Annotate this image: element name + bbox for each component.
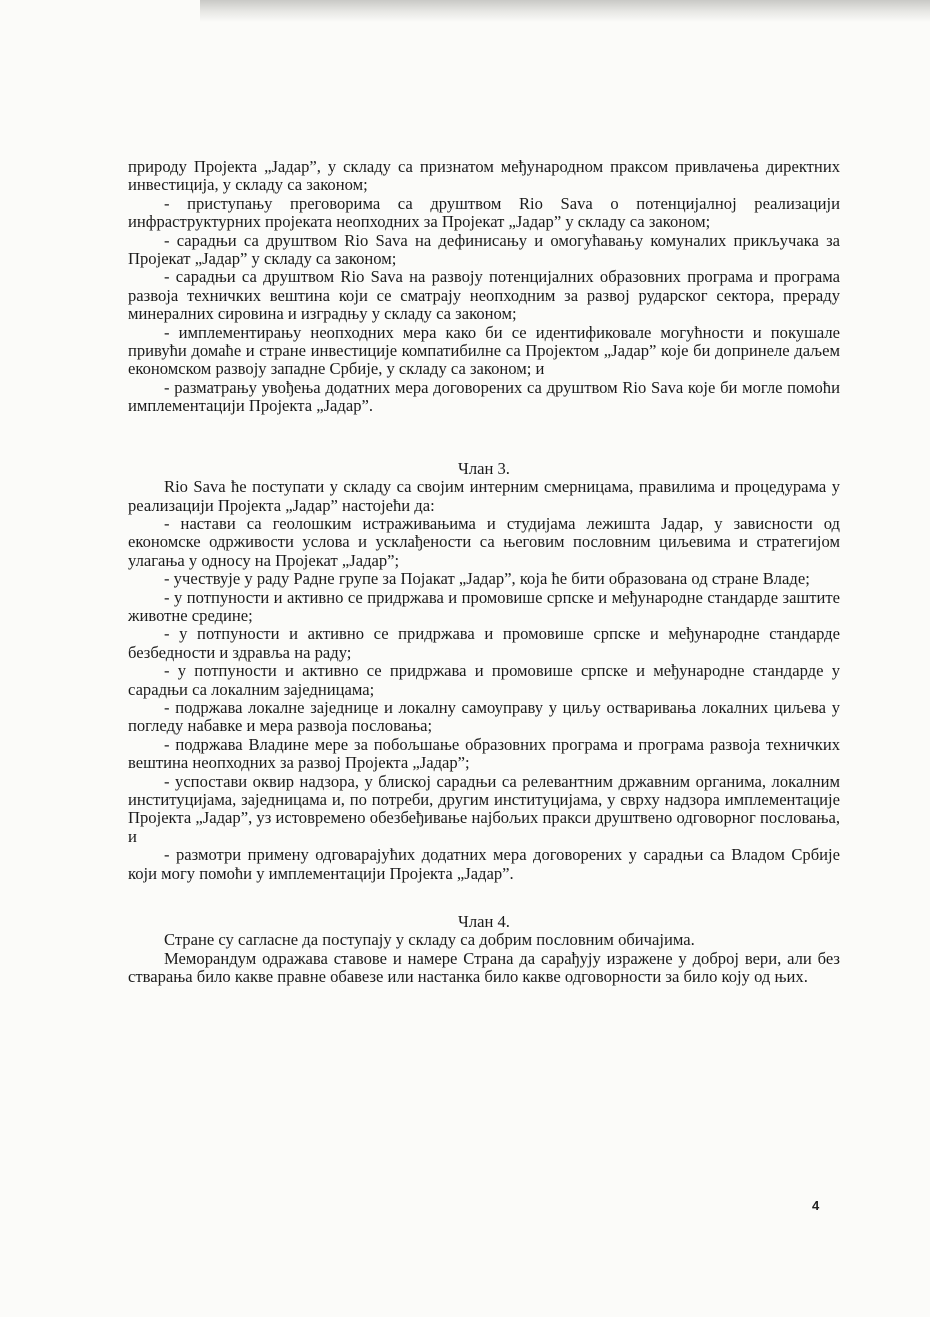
list-item: - успостави оквир надзора, у блиској сарадњи са релевантним државним органима, локалним институцијама, заједницама и, по потреби, другим институцијама, у сврху надзора имплементације Пројекта „Јадар”, уз истовремено обезбеђивање најбољих пракси друштвено одговорног пословања, и bbox=[128, 771, 840, 846]
list-item: - настави са геолошким истраживањима и студијама лежишта Јадар, у зависности од економске одрживости услова и усклађености са његовим пословним циљевима и стратегијом улагања у односу на Пројекат „Јадар”; bbox=[128, 513, 840, 570]
list-item: - размотри примену одговарајућих додатних мера договорених у сарадњи са Владом Србије који могу помоћи у имплементацији Пројекта „Јадар”. bbox=[128, 845, 840, 883]
list-item: - имплементирању неопходних мера како би се идентификовале могућности и покушале привући домаће и стране инвестиције компатибилне са Пројектом „Јадар” које би допринеле даљем економском развоју западне Србије, у складу са законом; и bbox=[128, 322, 840, 379]
article-3-intro: Rio Sava ће поступати у складу са својим интерним смерницама, правилима и процедурама у реализацији Пројекта „Јадар” настојећи да: bbox=[128, 477, 840, 515]
list-item: - у потпуности и активно се придржава и промовише српске и међународне стандарде у сарадњи са локалним заједницама; bbox=[128, 661, 840, 699]
list-item: - разматрању увођења додатних мера договорених са друштвом Rio Sava које би могле помоћи имплементацији Пројекта „Јадар”. bbox=[128, 377, 840, 416]
paragraph: Меморандум одражава ставове и намере Страна да сарађују изражене у доброј вери, али без стварања било какве правне обавезе или настанка било какве одговорности за било коју од њих. bbox=[128, 948, 840, 987]
article-4-title: Члан 4. bbox=[458, 912, 510, 932]
paragraph: Стране су сагласне да поступају у складу са добрим пословним обичајима. bbox=[164, 930, 695, 950]
list-item: - учествује у раду Радне групе за Појакат „Јадар”, која ће бити образована од стране Владе; bbox=[164, 569, 810, 589]
list-item: - сарадњи са друштвом Rio Sava на развоју потенцијалних образовних програма и програма развоја техничких вештина који се сматрају неопходним за развој рударског сектора, прераду минералних сировина и изградњу у складу са законом; bbox=[128, 267, 840, 324]
list-item: - подржава Владине мере за побољшање образовних програма и програма развоја техничких вештина неопходних за развој Пројекта „Јадар”; bbox=[128, 734, 840, 773]
page-number: 4 bbox=[812, 1198, 820, 1213]
list-item: - подржава локалне заједнице и локалну самоуправу у циљу остваривања локалних циљева у погледу набавке и мера развоја пословања; bbox=[128, 697, 840, 736]
scan-page-edge bbox=[200, 0, 930, 22]
paragraph: природу Пројекта „Јадар”, у складу са признатом међународном праксом привлачења директних инвестиција, у складу са законом; bbox=[128, 157, 840, 195]
list-item: - у потпуности и активно се придржава и промовише српске и међународне стандарде безбедности и здравља на раду; bbox=[128, 624, 840, 662]
list-item: - сарадњи са друштвом Rio Sava на дефинисању и омогућавању комуналих прикључака за Пројекат „Јадар” у складу са законом; bbox=[128, 230, 840, 269]
list-item: - у потпуности и активно се придржава и промовише српске и међународне стандарде заштите животне средине; bbox=[128, 587, 840, 625]
list-item: - приступању преговорима са друштвом Rio Sava о потенцијалној реализацији инфраструктурних пројеката неопходних за Пројекат „Јадар” у складу са законом; bbox=[128, 193, 840, 232]
article-3-title: Члан 3. bbox=[458, 458, 510, 478]
document-body bbox=[128, 158, 840, 987]
